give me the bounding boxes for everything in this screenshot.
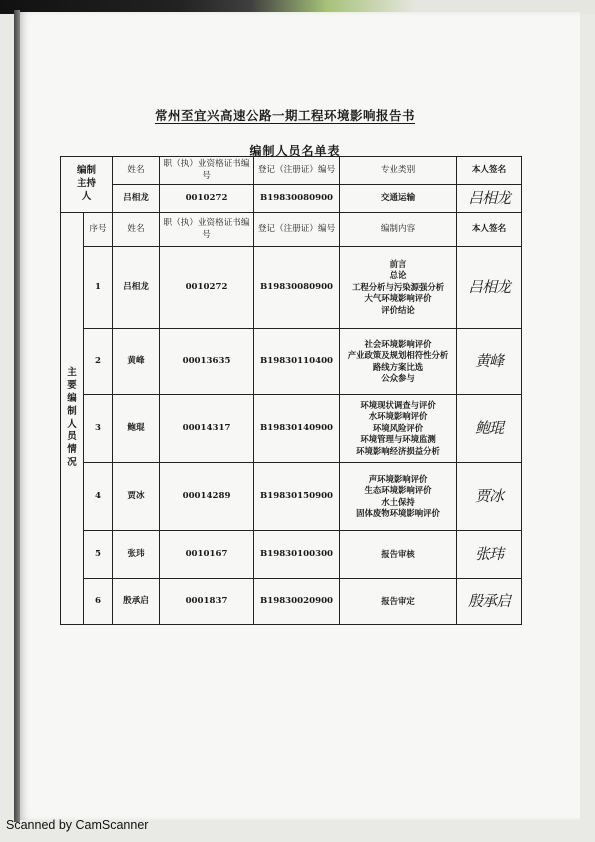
content-line: 评价结论	[381, 304, 415, 315]
staff-signature: 贾冰	[457, 463, 522, 531]
host-header-name: 姓名	[113, 157, 160, 185]
staff-header-reg: 登记（注册证）编号	[254, 213, 340, 247]
scanner-watermark: Scanned by CamScanner	[6, 818, 149, 832]
staff-cert: 0001837	[160, 579, 254, 625]
content-line: 报告审核	[381, 548, 415, 559]
staff-reg: B19830080900	[254, 247, 340, 329]
staff-header-row	[61, 213, 522, 247]
content-line: 固体废物环境影响评价	[356, 507, 440, 518]
content-line: 总论	[389, 270, 407, 281]
content-line: 前言	[389, 259, 407, 270]
content-line: 工程分析与污染源强分析	[351, 281, 445, 292]
content-line: 生态环境影响评价	[364, 485, 432, 496]
host-header-major: 专业类别	[340, 157, 457, 185]
staff-seq: 1	[84, 247, 113, 329]
staff-name: 张玮	[113, 531, 160, 579]
table-title: 编制人员名单表	[249, 144, 341, 158]
content-line: 声环境影响评价	[368, 473, 428, 484]
host-header-reg: 登记（注册证）编号	[254, 157, 340, 185]
staff-content	[340, 531, 457, 579]
content-line: 环境管理与环境监测	[360, 434, 436, 445]
staff-row	[61, 329, 522, 395]
content-line: 环境现状调查与评价	[360, 400, 436, 411]
host-header-signature: 本人签名	[457, 157, 522, 185]
staff-header-cert: 职（执）业资格证书编号	[160, 213, 254, 247]
host-reg: B19830080900	[254, 185, 340, 213]
staff-row	[61, 395, 522, 463]
content-line: 大气环境影响评价	[364, 293, 432, 304]
staff-reg: B19830150900	[254, 463, 340, 531]
host-name: 吕相龙	[113, 185, 160, 213]
staff-cert: 0010167	[160, 531, 254, 579]
staff-name: 鲍琨	[113, 395, 160, 463]
staff-row	[61, 531, 522, 579]
content-line: 环境风险评价	[372, 422, 424, 433]
staff-section-label: 主要编制人员情况	[61, 213, 84, 625]
content-line: 水环境影响评价	[368, 411, 428, 422]
staff-name: 吕相龙	[113, 247, 160, 329]
content-line: 路线方案比选	[372, 361, 424, 372]
staff-signature: 张玮	[457, 531, 522, 579]
content-line: 环境影响经济损益分析	[356, 445, 440, 456]
document-title: 常州至宜兴高速公路一期工程环境影响报告书	[154, 108, 415, 123]
host-cert: 0010272	[160, 185, 254, 213]
host-header-row	[61, 157, 522, 185]
staff-row	[61, 463, 522, 531]
content-line: 水土保持	[381, 496, 415, 507]
staff-seq: 6	[84, 579, 113, 625]
host-header-cert: 职（执）业资格证书编号	[160, 157, 254, 185]
staff-reg: B19830110400	[254, 329, 340, 395]
staff-cert: 0010272	[160, 247, 254, 329]
content-line: 社会环境影响评价	[364, 338, 432, 349]
staff-reg: B19830020900	[254, 579, 340, 625]
staff-content	[340, 395, 457, 463]
staff-content	[340, 247, 457, 329]
staff-seq: 2	[84, 329, 113, 395]
staff-seq: 5	[84, 531, 113, 579]
host-signature: 吕相龙	[457, 185, 522, 213]
staff-content	[340, 329, 457, 395]
staff-content	[340, 579, 457, 625]
staff-signature: 鲍琨	[457, 395, 522, 463]
staff-header-name: 姓名	[113, 213, 160, 247]
staff-reg: B19830140900	[254, 395, 340, 463]
staff-signature: 吕相龙	[457, 247, 522, 329]
content-line: 产业政策及规划相符性分析	[347, 350, 449, 361]
staff-content	[340, 463, 457, 531]
staff-cert: 00014289	[160, 463, 254, 531]
staff-row	[61, 247, 522, 329]
host-major: 交通运输	[340, 185, 457, 213]
host-row	[61, 185, 522, 213]
host-section-label: 编制主持人	[61, 157, 113, 213]
content-line: 报告审定	[381, 595, 415, 606]
staff-seq: 4	[84, 463, 113, 531]
staff-name: 黄峰	[113, 329, 160, 395]
staff-signature: 黄峰	[457, 329, 522, 395]
staff-header-seq: 序号	[84, 213, 113, 247]
staff-header-signature: 本人签名	[457, 213, 522, 247]
staff-cert: 00013635	[160, 329, 254, 395]
staff-header-content: 编制内容	[340, 213, 457, 247]
staff-row	[61, 579, 522, 625]
staff-name: 贾冰	[113, 463, 160, 531]
content-line: 公众参与	[381, 372, 415, 383]
staff-cert: 00014317	[160, 395, 254, 463]
staff-signature: 殷承启	[457, 579, 522, 625]
staff-table	[60, 156, 522, 625]
staff-seq: 3	[84, 395, 113, 463]
staff-name: 殷承启	[113, 579, 160, 625]
staff-reg: B19830100300	[254, 531, 340, 579]
